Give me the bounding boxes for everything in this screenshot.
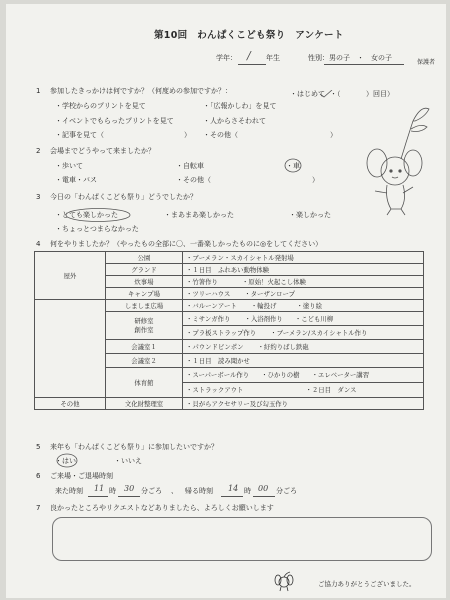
q1-option-school[interactable]: ・学校からのプリントを見て	[55, 102, 146, 110]
q6-arrive-label: 来た時刻	[55, 487, 83, 495]
activity-option[interactable]: ・塗り絵	[296, 301, 323, 310]
circle-mark	[64, 207, 132, 223]
table-cat-outdoor: 屋外	[35, 252, 106, 300]
table-options	[183, 264, 424, 276]
activity-option[interactable]: ・ミサンガ作り	[186, 314, 231, 323]
activity-option[interactable]: ・プラ板ストラップ作り	[186, 328, 257, 337]
table-options	[183, 340, 424, 354]
grade-suffix: 年生	[266, 54, 280, 62]
activity-option[interactable]: ・パウンドピンポン	[186, 342, 244, 351]
activity-option[interactable]: ・１日目 読み聞かせ	[186, 356, 250, 365]
table-sub: グランド	[106, 264, 183, 276]
table-sub-kenshu: 研修室 創作室	[106, 312, 183, 340]
q1-option-article[interactable]: ・記事を見て（	[55, 131, 104, 139]
q2-option-other[interactable]: ・その他（	[176, 176, 211, 184]
q3-number: 3	[36, 193, 41, 201]
q4-text: 何をやりましたか？（やったもの全部に〇、一番楽しかったものに◎をしてください）	[50, 240, 323, 248]
q6-text: ご来場・ご退場時刻	[50, 472, 113, 480]
circle-mark	[284, 158, 302, 173]
table-row	[35, 252, 424, 264]
table-options	[183, 276, 424, 288]
leave-min-underline	[253, 496, 275, 497]
leave-hour-underline	[221, 496, 243, 497]
table-sub: キャンプ場	[106, 288, 183, 300]
gender-label[interactable]: 性別：男の子 ・ 女の子	[308, 54, 392, 62]
q2-option-train[interactable]: ・電車・バス	[55, 176, 97, 184]
q3-option-fun[interactable]: ・楽しかった	[289, 211, 331, 219]
q2-option-bike[interactable]: ・自転車	[176, 162, 204, 170]
activity-option[interactable]: ・ツリーハウス	[186, 289, 231, 298]
mini-mascot-icon	[273, 570, 295, 592]
q1-option-kouhou[interactable]: ・「広報かしわ」を見て	[203, 102, 277, 110]
table-options	[183, 368, 424, 383]
footer-thanks: ご協力ありがとうございました。	[318, 580, 416, 588]
q3-option-so[interactable]: ・まあまあ楽しかった	[164, 211, 234, 219]
table-options	[183, 383, 424, 398]
q1-other-close: ）	[330, 131, 337, 139]
mascot-illustration	[361, 99, 436, 219]
q3-option-bit[interactable]: ・ちょっとつまらなかった	[55, 225, 139, 233]
q1-number: 1	[36, 87, 41, 95]
q6-leave-hour-unit: 時	[244, 487, 251, 495]
table-options	[183, 312, 424, 326]
q1-option-other[interactable]: ・その他（	[203, 131, 238, 139]
table-sub: しましま広場	[106, 300, 183, 312]
activity-option[interactable]: ・貝がらアクセサリー及び勾玉作り	[186, 399, 289, 408]
table-options	[183, 354, 424, 368]
table-sub: 会議室１	[106, 340, 183, 354]
activity-option[interactable]: ・ブーメラン/スカイシャトル作り	[270, 328, 368, 337]
table-sub: 公園	[106, 252, 183, 264]
table-cat-other: その他	[35, 398, 106, 410]
q1-first-time[interactable]: ・はじめて	[290, 90, 325, 98]
table-row	[35, 398, 424, 410]
grade-underline	[238, 64, 266, 65]
q2-text: 会場までどうやって来ましたか？	[50, 147, 155, 155]
gender-underline	[324, 64, 404, 65]
q6-number: 6	[36, 472, 41, 480]
q6-leave-hour[interactable]: 14	[228, 484, 239, 493]
q6-min-unit: 分ごろ	[141, 487, 162, 495]
activity-option[interactable]: ・２日目 ダンス	[305, 386, 357, 394]
table-sub: 会議室２	[106, 354, 183, 368]
q6-leave-min-unit: 分ごろ	[276, 487, 297, 495]
q3-text: 今日の「わんぱくこども祭り」どうでしたか？	[50, 193, 197, 201]
circle-mark	[56, 453, 78, 468]
table-sub: 文化財整理室	[106, 398, 183, 410]
table-cat-indoor	[35, 300, 106, 398]
q6-hour-unit: 時	[109, 487, 116, 495]
activity-option[interactable]: ・輪投げ	[250, 301, 277, 310]
q1-count-open[interactable]: ・（	[330, 90, 341, 98]
activity-option[interactable]: ・入浴剤作り	[244, 314, 283, 323]
table-sub: 炊事場	[106, 276, 183, 288]
table-sub: 体育館	[106, 368, 183, 398]
activity-option[interactable]: ・原始！火起こし体験	[242, 277, 306, 286]
page-title: 第10回 わんぱくこども祭り アンケート	[154, 30, 344, 41]
activity-option[interactable]: ・こども川柳	[294, 314, 334, 323]
activity-option[interactable]: ・スーパーボール作り	[186, 371, 250, 379]
guardian-label[interactable]: 保護者	[417, 59, 436, 66]
table-options	[183, 288, 424, 300]
activity-option[interactable]: ・ターザンロープ	[244, 289, 295, 298]
q7-number: 7	[36, 504, 41, 512]
activity-option[interactable]: ・ブーメラン・スカイシャトル発射場	[186, 253, 294, 262]
q5-text: 来年も「わんぱくこども祭り」に参加したいですか？	[50, 443, 218, 451]
q1-option-event-print[interactable]: ・イベントでもらったプリントを見て	[55, 117, 174, 125]
activity-option[interactable]: ・ストラックアウト	[186, 386, 244, 394]
arrive-min-underline	[118, 496, 140, 497]
q6-leave-min[interactable]: 00	[258, 484, 269, 493]
arrive-hour-underline	[88, 496, 108, 497]
activity-option[interactable]: ・竹箸作り	[186, 277, 218, 286]
q5-number: 5	[36, 443, 41, 451]
q6-leave-label: 帰る時刻	[185, 487, 213, 495]
q1-count-close: ）回目）	[366, 90, 394, 98]
grade-label: 学年：	[216, 54, 237, 62]
survey-sheet	[6, 4, 446, 598]
q6-arrive-hour[interactable]: 11	[94, 484, 105, 493]
table-options	[183, 300, 424, 312]
q1-article-close: ）	[184, 131, 191, 139]
activity-option[interactable]: ・紆約りばし鉄砲	[257, 342, 309, 351]
q5-option-no[interactable]: ・いいえ	[114, 457, 142, 465]
table-options	[183, 252, 424, 264]
table-options	[183, 326, 424, 340]
q2-option-car[interactable]: ・車	[286, 162, 300, 170]
activity-option[interactable]: ・エレベーター講習	[311, 371, 370, 379]
table-options	[183, 398, 424, 410]
grade-value[interactable]: /	[247, 49, 251, 62]
comment-box[interactable]	[52, 517, 432, 561]
q7-text: 良かったところやリクエストなどありましたら、よろしくお願いします	[50, 504, 274, 512]
activity-option[interactable]: ・ひかりの樹	[261, 371, 300, 379]
q6-arrive-min[interactable]: 30	[124, 484, 135, 493]
q2-option-walk[interactable]: ・歩いて	[55, 162, 83, 170]
table-row	[35, 300, 424, 312]
q4-number: 4	[36, 240, 41, 248]
q6-separator: 、	[171, 487, 178, 495]
activity-table	[34, 251, 424, 410]
q2-number: 2	[36, 147, 41, 155]
q2-other-close: ）	[312, 176, 319, 184]
q5-option-yes[interactable]: ・はい	[55, 457, 76, 465]
q1-option-invited[interactable]: ・人からさそわれて	[203, 117, 266, 125]
activity-option[interactable]: ・１日目 ふれあい動物体験	[186, 265, 270, 274]
q3-option-very[interactable]: ・とても楽しかった	[55, 211, 118, 219]
activity-option[interactable]: ・バルーンアート	[186, 301, 237, 310]
q1-text: 参加したきっかけは何ですか？（何度めの参加ですか？：	[50, 87, 232, 95]
